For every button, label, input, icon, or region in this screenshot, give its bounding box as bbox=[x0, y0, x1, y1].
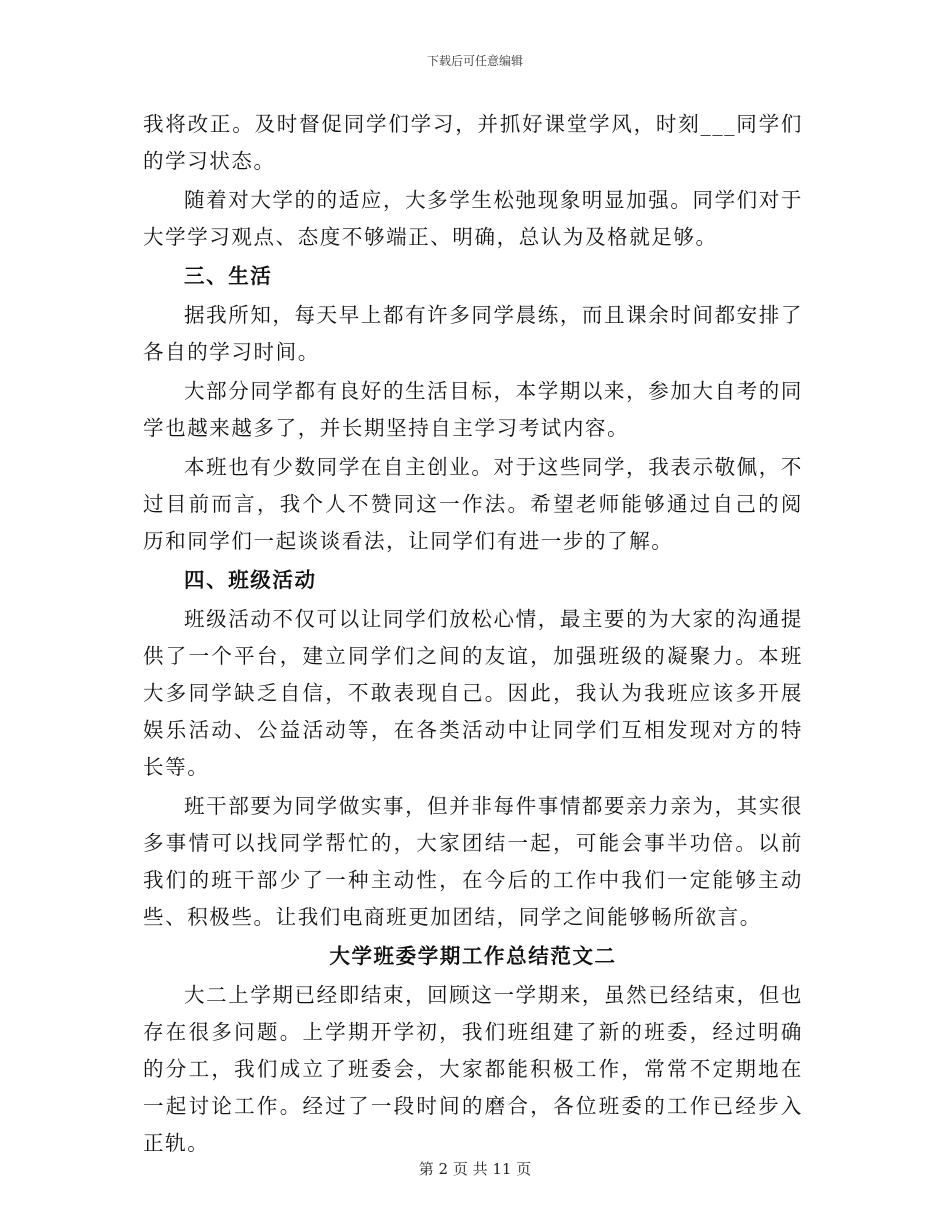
heading-life: 三、生活 bbox=[184, 264, 273, 288]
paragraph-class-committee: 班干部要为同学做实事，但并非每件事情都要亲力亲为，其实很多事情可以找同学帮忙的，大家团结一起，可能会事半功倍。以前我们的班干部少了一种主动性，在今后的工作中我们一定能够主动些、积极些。让我们电商班更加团结，同学之间能够畅所欲言。 bbox=[143, 794, 803, 929]
document-body bbox=[143, 106, 803, 1164]
paragraph-life-goals: 大部分同学都有良好的生活目标，本学期以来，参加大自考的同学也越来越多了，并长期坚持自主学习考试内容。 bbox=[143, 379, 803, 440]
page-number: 第 2 页 共 11 页 bbox=[418, 1160, 532, 1178]
paragraph-adaptation: 随着对大学的的适应，大多学生松弛现象明显加强。同学们对于大学学习观点、态度不够端正、明确，总认为及格就足够。 bbox=[143, 188, 803, 249]
paragraph-semester-review: 大二上学期已经即结束，回顾这一学期来，虽然已经结束，但也存在很多问题。上学期开学初，我们班组建了新的班委，经过明确的分工，我们成立了班委会，大家都能积极工作，常常不定期地在一起讨论工作。经过了一段时间的磨合，各位班委的工作已经步入正轨。 bbox=[143, 983, 803, 1155]
paragraph-entrepreneurship: 本班也有少数同学在自主创业。对于这些同学，我表示敬佩，不过目前而言，我个人不赞同这一作法。希望老师能够通过自己的阅历和同学们一起谈谈看法，让同学们有进一步的了解。 bbox=[143, 455, 803, 553]
paragraph-activities-purpose: 班级活动不仅可以让同学们放松心情，最主要的为大家的沟通提供了一个平台，建立同学们之间的友谊，加强班级的凝聚力。本班大多同学缺乏自信，不敢表现自己。因此，我认为我班应该多开展娱乐活动、公益活动等，在各类活动中让同学们互相发现对方的特长等。 bbox=[143, 607, 803, 779]
paragraph-continuation: 我将改正。及时督促同学们学习，并抓好课堂学风，时刻___同学们的学习状态。 bbox=[143, 112, 803, 173]
section-title-sample-two: 大学班委学期工作总结范文二 bbox=[329, 944, 617, 968]
heading-class-activities: 四、班级活动 bbox=[184, 568, 317, 592]
paragraph-morning-exercise: 据我所知，每天早上都有许多同学晨练，而且课余时间都安排了各自的学习时间。 bbox=[143, 303, 803, 364]
page-header-note: 下载后可任意编辑 bbox=[426, 54, 523, 68]
